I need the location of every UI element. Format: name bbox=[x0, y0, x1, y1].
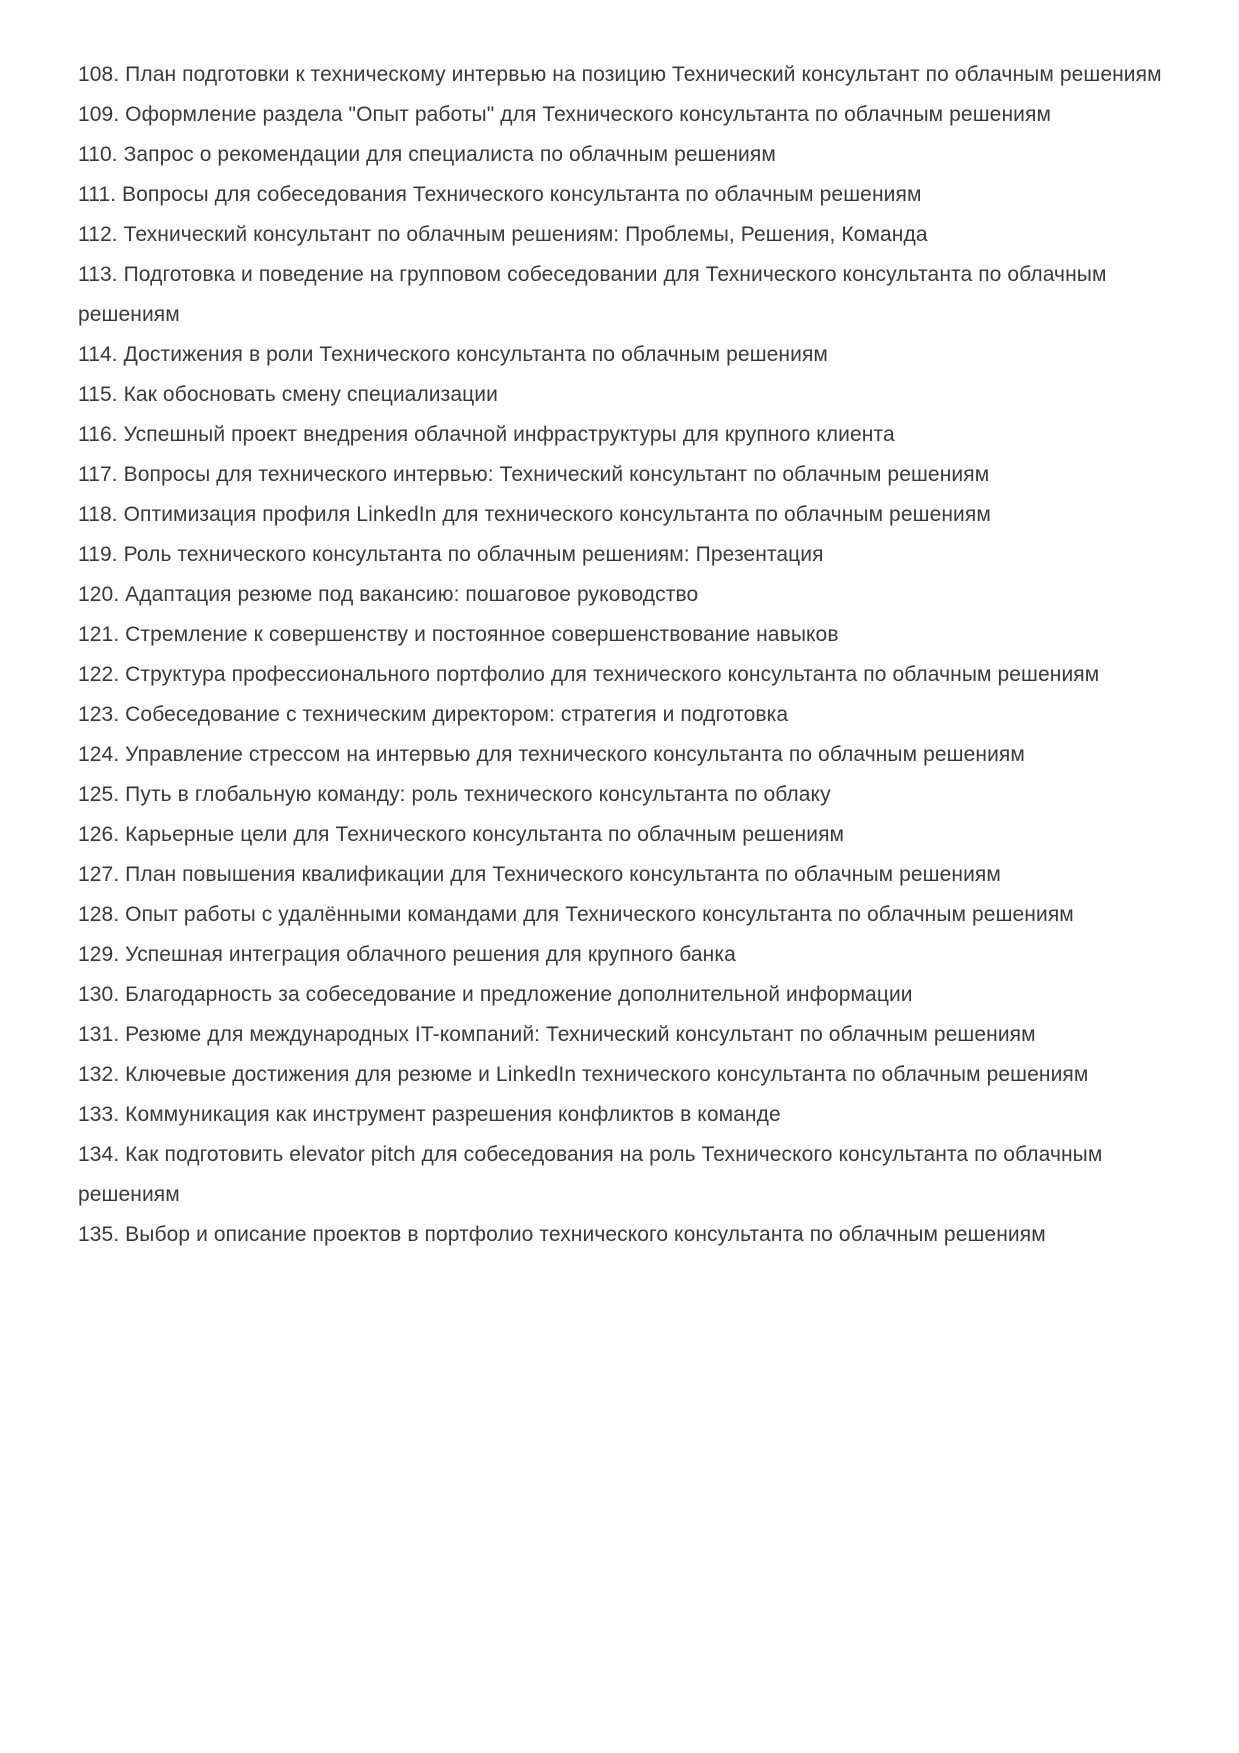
list-item-text: Оформление раздела "Опыт работы" для Технического консультанта по облачным решениям bbox=[125, 103, 1051, 126]
list-item-number: 123. bbox=[78, 703, 120, 726]
list-item-text: Адаптация резюме под вакансию: пошаговое руководство bbox=[125, 583, 699, 606]
list-item-text: Запрос о рекомендации для специалиста по облачным решениям bbox=[123, 143, 776, 166]
list-item-text: Структура профессионального портфолио для технического консультанта по облачным решениям bbox=[125, 663, 1100, 686]
list-item-text: Опыт работы с удалёнными командами для Технического консультанта по облачным решениям bbox=[125, 903, 1074, 926]
list-item bbox=[78, 695, 1163, 735]
list-item-number: 125. bbox=[78, 783, 120, 806]
list-item-number: 113. bbox=[78, 263, 118, 286]
list-item-text: Управление стрессом на интервью для технического консультанта по облачным решениям bbox=[125, 743, 1025, 766]
list-item bbox=[78, 415, 1163, 455]
list-item bbox=[78, 775, 1163, 815]
list-item bbox=[78, 55, 1163, 95]
list-item bbox=[78, 95, 1163, 135]
list-item-number: 109. bbox=[78, 103, 120, 126]
list-item-text: Роль технического консультанта по облачным решениям: Презентация bbox=[123, 543, 824, 566]
list-item-number: 135. bbox=[78, 1223, 120, 1246]
list-item-number: 118. bbox=[78, 503, 118, 526]
list-item bbox=[78, 1055, 1163, 1095]
list-item-text: Выбор и описание проектов в портфолио технического консультанта по облачным решениям bbox=[125, 1223, 1046, 1246]
list-item bbox=[78, 215, 1163, 255]
list-item-text: Как обосновать смену специализации bbox=[123, 383, 498, 406]
list-item-text: Технический консультант по облачным решениям: Проблемы, Решения, Команда bbox=[123, 223, 928, 246]
list-item-text: Вопросы для технического интервью: Технический консультант по облачным решениям bbox=[123, 463, 990, 486]
list-item-number: 122. bbox=[78, 663, 120, 686]
list-item-number: 115. bbox=[78, 383, 118, 406]
list-item-text: Оптимизация профиля LinkedIn для технического консультанта по облачным решениям bbox=[123, 503, 991, 526]
list-item bbox=[78, 455, 1163, 495]
list-item bbox=[78, 975, 1163, 1015]
list-item-number: 134. bbox=[78, 1143, 120, 1166]
list-item bbox=[78, 575, 1163, 615]
list-item bbox=[78, 255, 1163, 335]
list-item-number: 128. bbox=[78, 903, 120, 926]
list-item-text: План подготовки к техническому интервью на позицию Технический консультант по облачным решениям bbox=[125, 63, 1162, 86]
list-item-number: 124. bbox=[78, 743, 120, 766]
list-item-number: 110. bbox=[78, 143, 118, 166]
list-item-number: 126. bbox=[78, 823, 120, 846]
list-item bbox=[78, 335, 1163, 375]
list-item-number: 133. bbox=[78, 1103, 120, 1126]
list-item-text: Стремление к совершенству и постоянное совершенствование навыков bbox=[125, 623, 839, 646]
list-item-number: 114. bbox=[78, 343, 118, 366]
list-item-text: Вопросы для собеседования Технического консультанта по облачным решениям bbox=[122, 183, 922, 206]
list-item-text: Благодарность за собеседование и предложение дополнительной информации bbox=[125, 983, 913, 1006]
list-item-text: Собеседование с техническим директором: стратегия и подготовка bbox=[125, 703, 789, 726]
list-item-number: 130. bbox=[78, 983, 120, 1006]
list-item-text: Как подготовить elevator pitch для собеседования на роль Технического консультанта по облачным решениям bbox=[78, 1143, 1103, 1206]
list-item bbox=[78, 935, 1163, 975]
list-item bbox=[78, 895, 1163, 935]
list-item-text: Коммуникация как инструмент разрешения конфликтов в команде bbox=[125, 1103, 781, 1126]
list-item-text: Ключевые достижения для резюме и LinkedIn технического консультанта по облачным решениям bbox=[125, 1063, 1089, 1086]
list-item-number: 121. bbox=[78, 623, 120, 646]
list-item bbox=[78, 135, 1163, 175]
list-item-number: 108. bbox=[78, 63, 120, 86]
list-item-text: План повышения квалификации для Технического консультанта по облачным решениям bbox=[125, 863, 1001, 886]
list-item-text: Успешный проект внедрения облачной инфраструктуры для крупного клиента bbox=[123, 423, 895, 446]
list-item bbox=[78, 1095, 1163, 1135]
list-item-number: 112. bbox=[78, 223, 118, 246]
list-item-number: 117. bbox=[78, 463, 118, 486]
list-item bbox=[78, 535, 1163, 575]
list-item bbox=[78, 855, 1163, 895]
list-item bbox=[78, 495, 1163, 535]
list-item bbox=[78, 815, 1163, 855]
list-item-text: Достижения в роли Технического консультанта по облачным решениям bbox=[123, 343, 828, 366]
list-item-number: 116. bbox=[78, 423, 118, 446]
list-item bbox=[78, 655, 1163, 695]
list-item-number: 129. bbox=[78, 943, 120, 966]
list-item-number: 131. bbox=[78, 1023, 120, 1046]
list-item-number: 120. bbox=[78, 583, 120, 606]
list-item bbox=[78, 175, 1163, 215]
list-item-number: 132. bbox=[78, 1063, 120, 1086]
list-item-number: 127. bbox=[78, 863, 120, 886]
list-item bbox=[78, 1015, 1163, 1055]
list-item-text: Путь в глобальную команду: роль технического консультанта по облаку bbox=[125, 783, 831, 806]
list-item-text: Резюме для международных IT-компаний: Технический консультант по облачным решениям bbox=[125, 1023, 1036, 1046]
list-item bbox=[78, 735, 1163, 775]
list-item-text: Карьерные цели для Технического консультанта по облачным решениям bbox=[125, 823, 845, 846]
list-item bbox=[78, 1215, 1163, 1255]
list-item bbox=[78, 375, 1163, 415]
list-item-text: Успешная интеграция облачного решения для крупного банка bbox=[125, 943, 736, 966]
list-item-number: 119. bbox=[78, 543, 118, 566]
list-item-text: Подготовка и поведение на групповом собеседовании для Технического консультанта по облачным решениям bbox=[78, 263, 1107, 326]
list-item bbox=[78, 1135, 1163, 1215]
list-item-number: 111. bbox=[78, 183, 117, 206]
list-item bbox=[78, 615, 1163, 655]
